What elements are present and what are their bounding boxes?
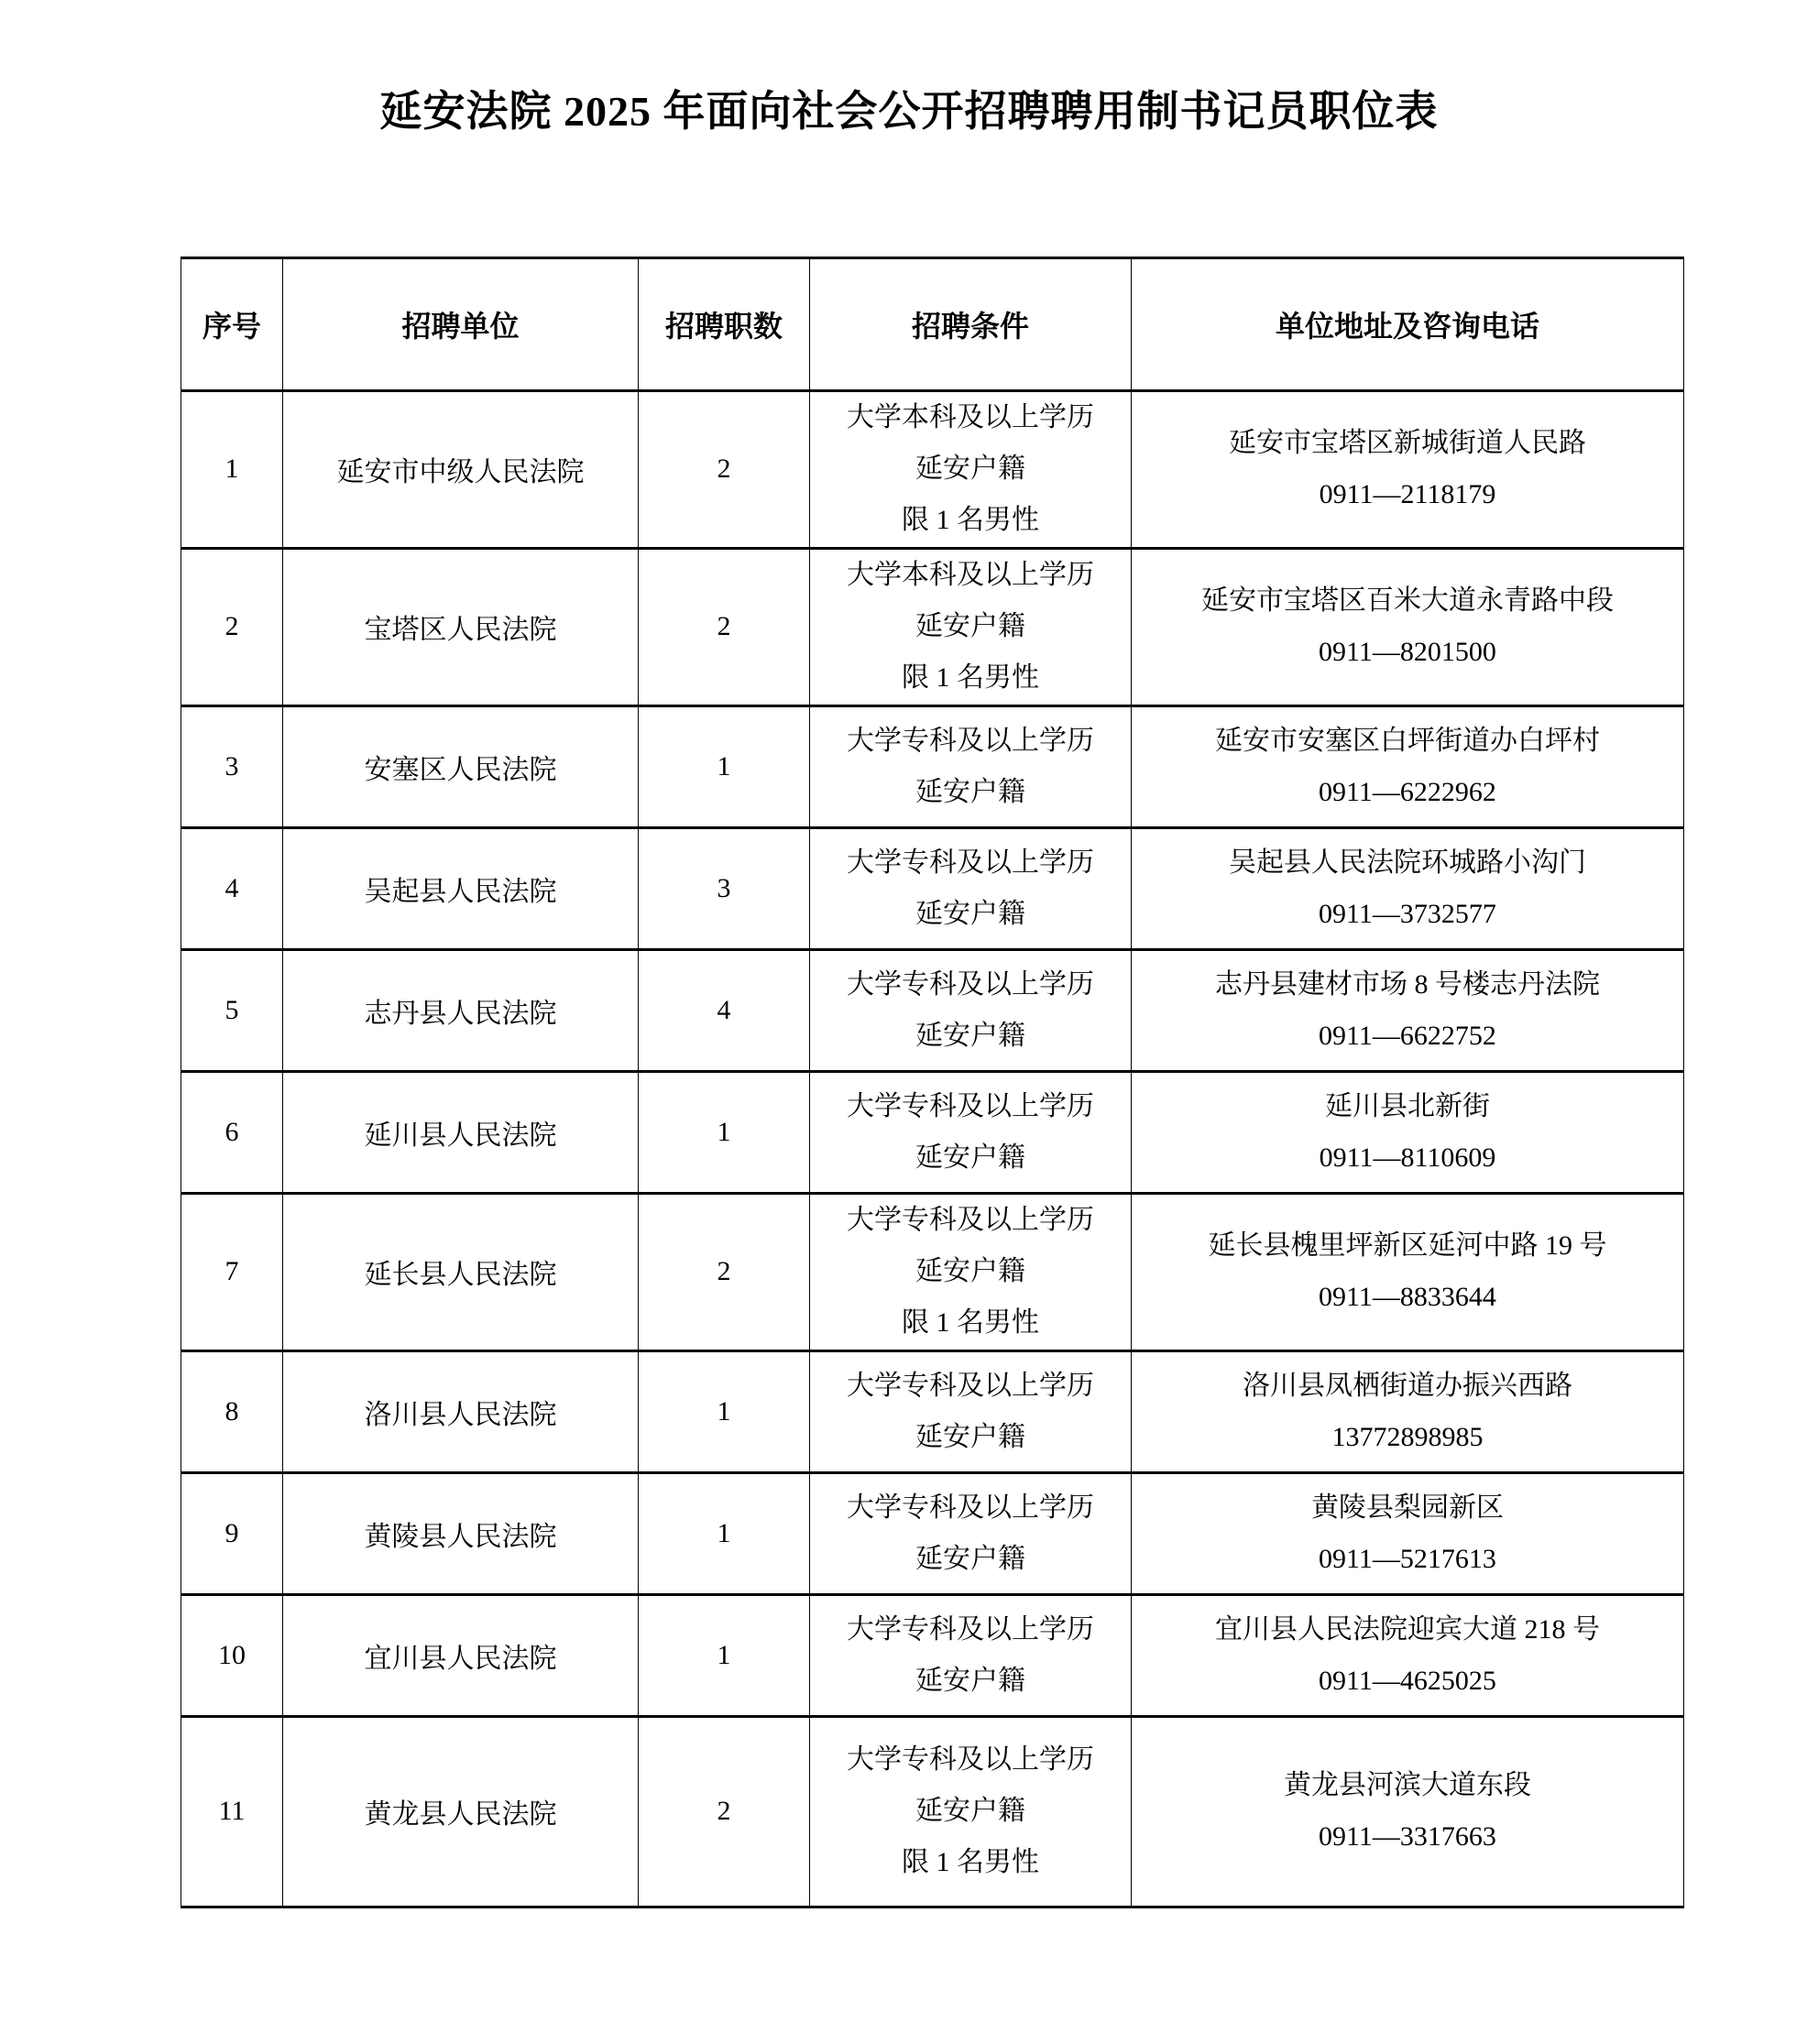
count-cell: 4 (639, 949, 810, 1071)
table-row (181, 390, 1684, 548)
count-cell: 2 (639, 1716, 810, 1907)
phone-line: 13772898985 (1331, 1421, 1484, 1452)
count-cell: 1 (639, 705, 810, 827)
table-row (181, 827, 1684, 949)
conditions-cell (810, 548, 1132, 705)
count-cell: 1 (639, 1071, 810, 1193)
unit-cell: 黄龙县人民法院 (283, 1716, 639, 1907)
condition-line: 延安户籍 (915, 1421, 1025, 1452)
conditions-cell (810, 949, 1132, 1071)
column-header-unit: 招聘单位 (283, 257, 639, 390)
address-line: 洛川县凤栖街道办振兴西路 (1243, 1370, 1572, 1401)
count-cell: 2 (639, 390, 810, 548)
phone-line: 0911—3732577 (1319, 898, 1496, 929)
column-header-seq: 序号 (181, 257, 283, 390)
table-row (181, 1193, 1684, 1350)
count-cell: 1 (639, 1472, 810, 1594)
address-cell (1132, 1716, 1684, 1907)
condition-line: 延安户籍 (915, 1543, 1025, 1574)
address-cell (1132, 827, 1684, 949)
condition-line: 大学专科及以上学历 (847, 1205, 1094, 1236)
address-line: 延安市安塞区白坪街道办白坪村 (1215, 725, 1600, 756)
condition-line: 延安户籍 (915, 611, 1025, 642)
unit-cell: 宝塔区人民法院 (283, 548, 639, 705)
unit-cell: 延安市中级人民法院 (283, 390, 639, 548)
address-cell (1132, 949, 1684, 1071)
address-line: 延安市宝塔区百米大道永青路中段 (1201, 585, 1614, 617)
address-line: 延长县槐里坪新区延河中路 19 号 (1208, 1230, 1607, 1262)
unit-cell: 黄陵县人民法院 (283, 1472, 639, 1594)
seq-cell: 7 (181, 1193, 283, 1350)
count-cell: 2 (639, 1193, 810, 1350)
seq-cell: 3 (181, 705, 283, 827)
page-title: 延安法院 2025 年面向社会公开招聘聘用制书记员职位表 (379, 88, 1439, 135)
seq-cell: 4 (181, 827, 283, 949)
unit-cell: 安塞区人民法院 (283, 705, 639, 827)
address-cell (1132, 1350, 1684, 1472)
phone-line: 0911—8201500 (1319, 637, 1496, 668)
condition-line: 延安户籍 (915, 1665, 1025, 1696)
count-cell: 1 (639, 1350, 810, 1472)
phone-line: 0911—6222962 (1319, 776, 1496, 807)
conditions-cell (810, 1193, 1132, 1350)
address-line: 志丹县建材市场 8 号楼志丹法院 (1215, 968, 1600, 1000)
address-line: 黄陵县梨园新区 (1311, 1492, 1504, 1523)
table-row (181, 705, 1684, 827)
conditions-cell (810, 1594, 1132, 1716)
address-cell (1132, 1193, 1684, 1350)
address-line: 黄龙县河滨大道东段 (1284, 1770, 1531, 1801)
seq-cell: 2 (181, 548, 283, 705)
condition-line: 延安户籍 (915, 1020, 1025, 1051)
seq-cell: 9 (181, 1472, 283, 1594)
address-line: 吴起县人民法院环城路小沟门 (1229, 847, 1586, 878)
conditions-cell (810, 1350, 1132, 1472)
condition-line: 延安户籍 (915, 454, 1025, 485)
condition-line: 延安户籍 (915, 1256, 1025, 1287)
unit-cell: 洛川县人民法院 (283, 1350, 639, 1472)
phone-line: 0911—5217613 (1319, 1543, 1496, 1574)
phone-line: 0911—3317663 (1319, 1821, 1496, 1853)
phone-line: 0911—4625025 (1319, 1665, 1496, 1696)
table-row (181, 1350, 1684, 1472)
table-header-row (181, 257, 1684, 390)
condition-line: 大学专科及以上学历 (847, 968, 1094, 1000)
recruitment-table (181, 257, 1684, 1908)
condition-line: 限 1 名男性 (902, 1847, 1039, 1878)
condition-line: 大学专科及以上学历 (847, 847, 1094, 878)
seq-cell: 1 (181, 390, 283, 548)
table-row (181, 1071, 1684, 1193)
count-cell: 3 (639, 827, 810, 949)
seq-cell: 11 (181, 1716, 283, 1907)
table-row (181, 548, 1684, 705)
column-header-count: 招聘职数 (639, 257, 810, 390)
condition-line: 大学专科及以上学历 (847, 1370, 1094, 1401)
address-line: 宜川县人民法院迎宾大道 218 号 (1215, 1613, 1600, 1645)
conditions-cell (810, 1071, 1132, 1193)
seq-cell: 6 (181, 1071, 283, 1193)
condition-line: 大学本科及以上学历 (847, 560, 1094, 591)
condition-line: 大学专科及以上学历 (847, 725, 1094, 756)
condition-line: 限 1 名男性 (902, 505, 1039, 536)
condition-line: 大学专科及以上学历 (847, 1744, 1094, 1776)
address-cell (1132, 390, 1684, 548)
unit-cell: 志丹县人民法院 (283, 949, 639, 1071)
table-row (181, 1594, 1684, 1716)
conditions-cell (810, 827, 1132, 949)
address-cell (1132, 548, 1684, 705)
phone-line: 0911—8110609 (1319, 1142, 1496, 1173)
phone-line: 0911—6622752 (1319, 1020, 1496, 1051)
column-header-conditions: 招聘条件 (810, 257, 1132, 390)
condition-line: 大学本科及以上学历 (847, 402, 1094, 433)
address-cell (1132, 1472, 1684, 1594)
table-row (181, 1472, 1684, 1594)
condition-line: 大学专科及以上学历 (847, 1492, 1094, 1523)
address-line: 延川县北新街 (1325, 1090, 1490, 1121)
table-row (181, 1716, 1684, 1907)
conditions-cell (810, 1716, 1132, 1907)
condition-line: 延安户籍 (915, 776, 1025, 807)
conditions-cell (810, 390, 1132, 548)
unit-cell: 吴起县人民法院 (283, 827, 639, 949)
phone-line: 0911—8833644 (1319, 1282, 1496, 1313)
condition-line: 大学专科及以上学历 (847, 1090, 1094, 1121)
phone-line: 0911—2118179 (1319, 479, 1496, 510)
seq-cell: 5 (181, 949, 283, 1071)
unit-cell: 延川县人民法院 (283, 1071, 639, 1193)
address-line: 延安市宝塔区新城街道人民路 (1229, 428, 1586, 459)
condition-line: 延安户籍 (915, 898, 1025, 929)
condition-line: 限 1 名男性 (902, 1307, 1039, 1339)
table-row (181, 949, 1684, 1071)
address-cell (1132, 1071, 1684, 1193)
unit-cell: 延长县人民法院 (283, 1193, 639, 1350)
condition-line: 限 1 名男性 (902, 662, 1039, 694)
seq-cell: 8 (181, 1350, 283, 1472)
seq-cell: 10 (181, 1594, 283, 1716)
condition-line: 大学专科及以上学历 (847, 1613, 1094, 1645)
unit-cell: 宜川县人民法院 (283, 1594, 639, 1716)
count-cell: 1 (639, 1594, 810, 1716)
count-cell: 2 (639, 548, 810, 705)
condition-line: 延安户籍 (915, 1796, 1025, 1827)
column-header-address: 单位地址及咨询电话 (1132, 257, 1684, 390)
address-cell (1132, 705, 1684, 827)
address-cell (1132, 1594, 1684, 1716)
conditions-cell (810, 705, 1132, 827)
conditions-cell (810, 1472, 1132, 1594)
condition-line: 延安户籍 (915, 1142, 1025, 1173)
